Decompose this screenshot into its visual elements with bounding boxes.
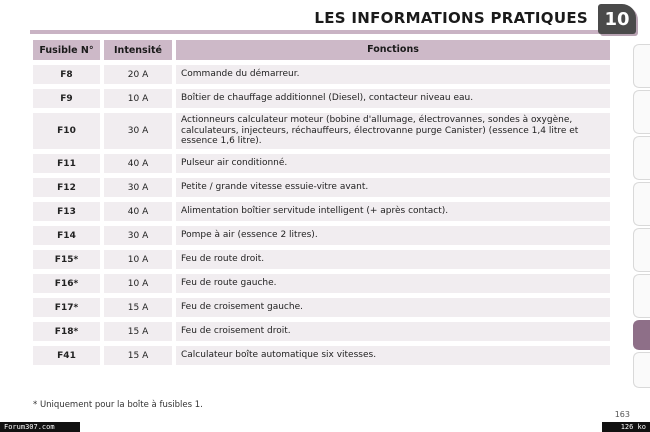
fuse-intensity: 30 A xyxy=(104,178,172,197)
chapter-tab[interactable] xyxy=(633,90,650,134)
fuse-table xyxy=(33,40,610,370)
table-row xyxy=(33,274,610,293)
column-header-intensity: Intensité xyxy=(104,40,172,60)
fuse-intensity: 10 A xyxy=(104,274,172,293)
chapter-tab[interactable] xyxy=(633,228,650,272)
table-row xyxy=(33,89,610,108)
fuse-function: Alimentation boîtier servitude intelligent (+ après contact). xyxy=(176,202,610,221)
fuse-function: Commande du démarreur. xyxy=(176,65,610,84)
fuse-number: F11 xyxy=(33,154,100,173)
fuse-intensity: 15 A xyxy=(104,298,172,317)
fuse-number: F9 xyxy=(33,89,100,108)
fuse-intensity: 20 A xyxy=(104,65,172,84)
fuse-intensity: 15 A xyxy=(104,346,172,365)
table-row xyxy=(33,65,610,84)
fuse-number: F10 xyxy=(33,113,100,149)
fuse-intensity: 30 A xyxy=(104,226,172,245)
fuse-number: F18* xyxy=(33,322,100,341)
fuse-intensity: 40 A xyxy=(104,202,172,221)
fuse-function: Calculateur boîte automatique six vitesses. xyxy=(176,346,610,365)
table-row xyxy=(33,202,610,221)
chapter-tabs xyxy=(632,40,650,396)
chapter-tab[interactable] xyxy=(633,44,650,88)
chapter-tab[interactable] xyxy=(633,274,650,318)
fuse-function: Feu de route droit. xyxy=(176,250,610,269)
fuse-function: Feu de route gauche. xyxy=(176,274,610,293)
table-row xyxy=(33,250,610,269)
fuse-intensity: 40 A xyxy=(104,154,172,173)
header-divider xyxy=(30,30,636,34)
fuse-function: Pompe à air (essence 2 litres). xyxy=(176,226,610,245)
table-header-row xyxy=(33,40,610,60)
fuse-function: Actionneurs calculateur moteur (bobine d'allumage, électrovannes, sondes à oxygène, calculateurs, injecteurs, réchauffeurs, électrovanne purge Canister) (essence 1,4 litre et essence 1,6 litre). xyxy=(176,113,610,149)
chapter-tab[interactable] xyxy=(633,352,650,388)
fuse-number: F12 xyxy=(33,178,100,197)
fuse-number: F8 xyxy=(33,65,100,84)
page-header xyxy=(0,0,650,36)
chapter-tab-active[interactable] xyxy=(633,320,650,350)
table-row xyxy=(33,178,610,197)
fuse-function: Feu de croisement gauche. xyxy=(176,298,610,317)
fuse-number: F14 xyxy=(33,226,100,245)
chapter-badge: 10 xyxy=(598,4,636,34)
column-header-functions: Fonctions xyxy=(176,40,610,60)
table-row xyxy=(33,298,610,317)
watermark-site: Forum307.com xyxy=(0,422,80,432)
fuse-function: Pulseur air conditionné. xyxy=(176,154,610,173)
fuse-intensity: 15 A xyxy=(104,322,172,341)
table-row xyxy=(33,154,610,173)
column-header-fuse: Fusible N° xyxy=(33,40,100,60)
fuse-function: Petite / grande vitesse essuie-vitre avant. xyxy=(176,178,610,197)
fuse-function: Feu de croisement droit. xyxy=(176,322,610,341)
table-row xyxy=(33,226,610,245)
watermark-size: 126 ko xyxy=(602,422,650,432)
fuse-intensity: 10 A xyxy=(104,250,172,269)
table-row xyxy=(33,346,610,365)
fuse-number: F41 xyxy=(33,346,100,365)
table-row xyxy=(33,322,610,341)
fuse-number: F17* xyxy=(33,298,100,317)
fuse-function: Boîtier de chauffage additionnel (Diesel), contacteur niveau eau. xyxy=(176,89,610,108)
footnote: * Uniquement pour la boîte à fusibles 1. xyxy=(33,400,203,410)
table-row xyxy=(33,113,610,149)
page-number: 163 xyxy=(614,410,630,419)
fuse-number: F13 xyxy=(33,202,100,221)
fuse-intensity: 30 A xyxy=(104,113,172,149)
chapter-tab[interactable] xyxy=(633,182,650,226)
fuse-number: F16* xyxy=(33,274,100,293)
fuse-number: F15* xyxy=(33,250,100,269)
chapter-tab[interactable] xyxy=(633,136,650,180)
fuse-intensity: 10 A xyxy=(104,89,172,108)
section-title: LES INFORMATIONS PRATIQUES xyxy=(314,9,588,27)
